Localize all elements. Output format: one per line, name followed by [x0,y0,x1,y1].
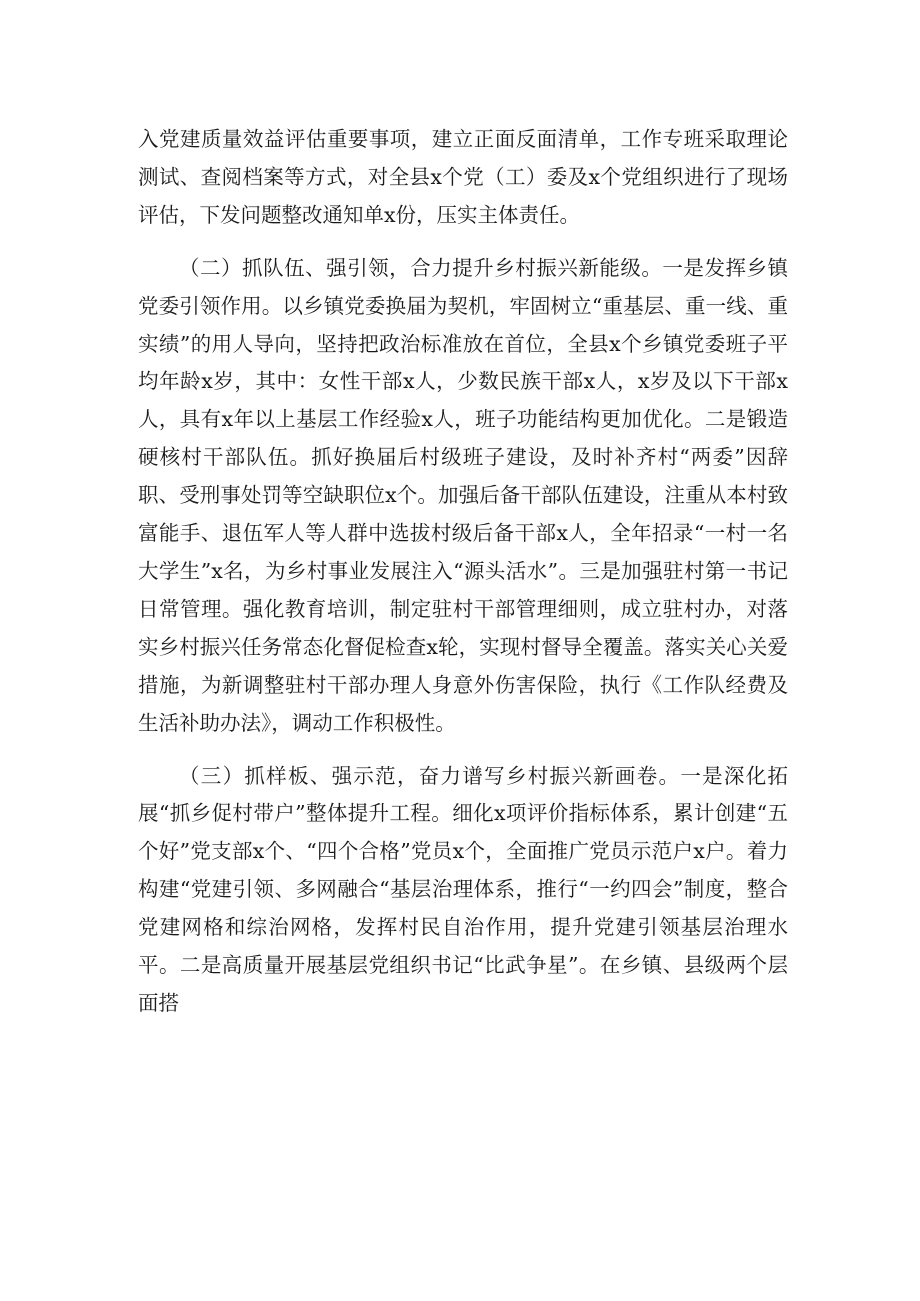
paragraph-gap [138,235,788,250]
paragraph-section-two: （二）抓队伍、强引领，合力提升乡村振兴新能级。一是发挥乡镇党委引领作用。以乡镇党委换届为契机，牢固树立“重基层、重一线、重实绩”的用人导向，坚持把政治标准放在首位，全县x个乡镇党委班子平均年龄x岁，其中：女性干部x人，少数民族干部x人，x岁及以下干部x人，具有x年以上基层工作经验x人，班子功能结构更加优化。二是锻造硬核村干部队伍。抓好换届后村级班子建设，及时补齐村“两委”因辞职、受刑事处罚等空缺职位x个。加强后备干部队伍建设，注重从本村致富能手、退伍军人等人群中选拔村级后备干部x人，全年招录“一村一名大学生”x名，为乡村事业发展注入“源头活水”。三是加强驻村第一书记日常管理。强化教育培训，制定驻村干部管理细则，成立驻村办，对落实乡村振兴任务常态化督促检查x轮，实现村督导全覆盖。落实关心关爱措施，为新调整驻村干部办理人身意外伤害保险，执行《工作队经费及生活补助办法》，调动工作积极性。 [138,255,788,735]
document-body [138,121,788,1023]
paragraph-section-three: （三）抓样板、强示范，奋力谱写乡村振兴新画卷。一是深化拓展“抓乡促村带户”整体提升工程。细化x项评价指标体系，累计创建“五个好”党支部x个、“四个合格”党员x个，全面推广党员示范户x户。着力构建“党建引领、多网融合“基层治理体系，推行“一约四会”制度，整合党建网格和综治网格，发挥村民自治作用，提升党建引领基层治理水平。二是高质量开展基层党组织书记“比武争星”。在乡镇、县级两个层面搭 [138,763,788,1015]
paragraph-continuation: 入党建质量效益评估重要事项，建立正面反面清单，工作专班采取理论测试、查阅档案等方式，对全县x个党（工）委及x个党组织进行了现场评估，下发问题整改通知单x份，压实主体责任。 [138,127,788,227]
paragraph-gap [138,743,788,758]
